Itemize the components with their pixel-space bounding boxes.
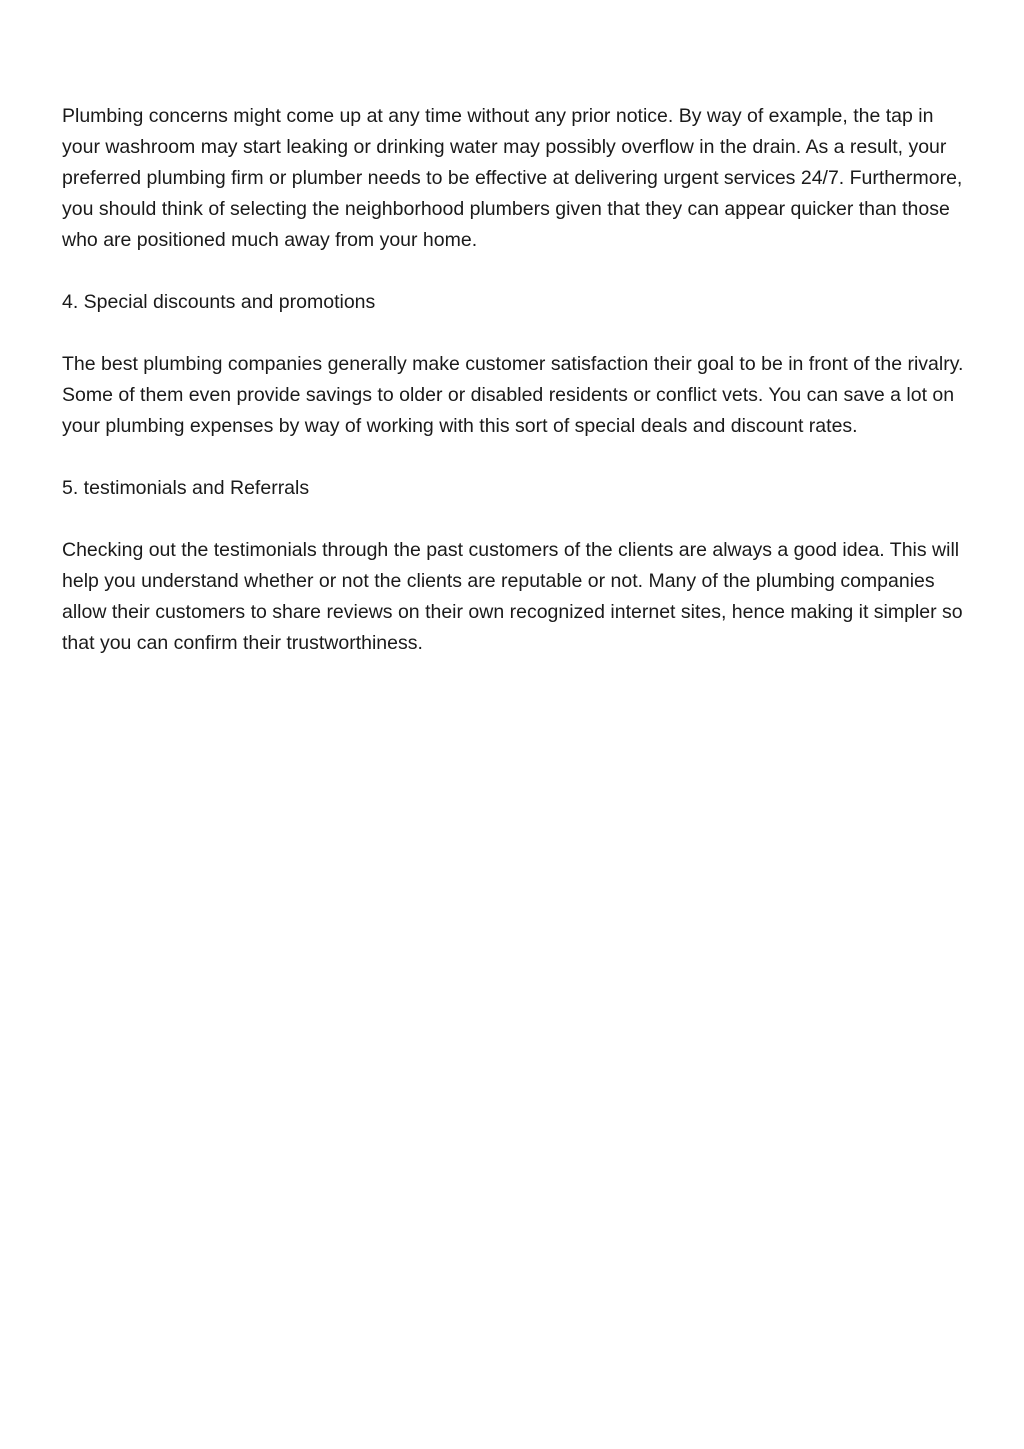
paragraph-testimonials: Checking out the testimonials through the past customers of the clients are always a good idea. This will help you understand whether or not the clients are reputable or not. Many of the plumbing companies allow their customers to share reviews on their own recognized internet sites, hence making it simpler so that you can confirm their trustworthiness. [62,539,963,654]
heading-testimonials: 5. testimonials and Referrals [62,477,310,499]
document-page [62,101,972,690]
paragraph-discounts: The best plumbing companies generally make customer satisfaction their goal to be in front of the rivalry. Some of them even provide savings to older or disabled residents or conflict vets. You can save a lot on your plumbing expenses by way of working with this sort of special deals and discount rates. [62,353,964,437]
heading-special-discounts: 4. Special discounts and promotions [62,291,376,313]
paragraph-emergency-services: Plumbing concerns might come up at any time without any prior notice. By way of example, the tap in your washroom may start leaking or drinking water may possibly overflow in the drain. As a result, your preferred plumbing firm or plumber needs to be effective at delivering urgent services 24/7. Furthermore, you should think of selecting the neighborhood plumbers given that they can appear quicker than those who are positioned much away from your home. [62,105,963,251]
